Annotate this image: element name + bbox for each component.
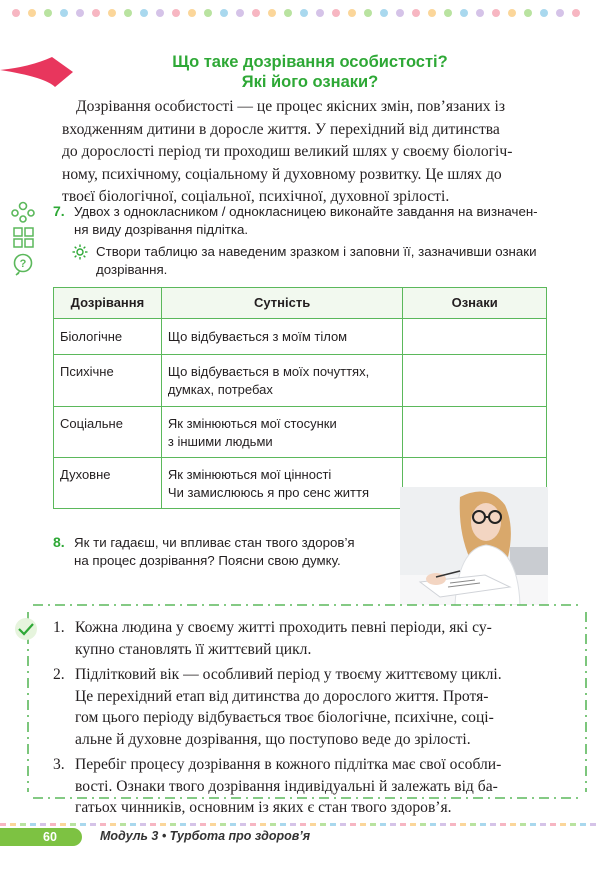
module-title: Модуль 3 • Турбота про здоров’я: [100, 829, 311, 843]
decorative-dash: [280, 823, 286, 826]
decorative-dash: [230, 823, 236, 826]
decorative-dash: [80, 823, 86, 826]
decorative-dash: [250, 823, 256, 826]
decorative-dash: [290, 823, 296, 826]
decorative-dash: [210, 823, 216, 826]
section-title-line1: Що таке дозрівання особистості?: [172, 53, 448, 71]
summary-line: вості. Ознаки твого дозрівання індивідуальні й залежать від ба-: [75, 777, 498, 795]
table-header-row: [54, 288, 547, 319]
table-cell-essence: [161, 355, 402, 407]
question-line: Удвох з однокласником / однокласницею виконайте завдання на визначен-: [74, 204, 538, 219]
decorative-dash: [320, 823, 326, 826]
decorative-dot: [76, 9, 84, 17]
summary-line: купно становлять її життєвий цикл.: [75, 640, 312, 658]
sun-bullet-icon: [72, 244, 88, 260]
summary-line: альне й духовне дозрівання, що поступово веде до зрілості.: [75, 730, 471, 748]
decorative-dash: [460, 823, 466, 826]
decorative-dot: [252, 9, 260, 17]
decorative-dash: [590, 823, 596, 826]
decorative-dash: [170, 823, 176, 826]
essence-line: Як змінюються мої стосунки: [167, 416, 337, 431]
question-line: Як ти гадаєш, чи впливає стан твого здоров’я: [74, 535, 355, 550]
question-line: на процес дозрівання? Поясни свою думку.: [74, 553, 341, 568]
decorative-dot: [220, 9, 228, 17]
decorative-dot: [572, 9, 580, 17]
decorative-dash: [90, 823, 96, 826]
summary-item: [55, 617, 545, 660]
decorative-dot: [28, 9, 36, 17]
summary-line: Кожна людина у своєму житті проходить певні періоди, які су-: [75, 619, 492, 636]
decorative-dash: [30, 823, 36, 826]
decorative-dot: [172, 9, 180, 17]
decorative-dot: [380, 9, 388, 17]
decorative-dash: [370, 823, 376, 826]
essence-line: Як змінюються мої цінності: [167, 467, 332, 482]
decorative-dash: [310, 823, 316, 826]
decorative-dash: [430, 823, 436, 826]
decorative-dash: [480, 823, 486, 826]
decorative-dash: [160, 823, 166, 826]
decorative-dot: [124, 9, 132, 17]
summary-line: Перебіг процесу дозрівання в кожного підлітка має свої особли-: [75, 756, 502, 773]
table-cell-essence: [161, 319, 402, 355]
decorative-dot: [12, 9, 20, 17]
summary-number: 1.: [53, 619, 65, 636]
svg-text:?: ?: [19, 258, 27, 270]
decorative-dot: [332, 9, 340, 17]
decorative-dash: [530, 823, 536, 826]
decorative-dot: [396, 9, 404, 17]
table-cell-signs: [403, 355, 547, 407]
summary-line: Це перехідний етап від дитинства до дорослого життя. Протя-: [75, 687, 489, 705]
decorative-dash: [60, 823, 66, 826]
girl-studying-photo: [400, 487, 548, 605]
decorative-dash: [420, 823, 426, 826]
decorative-dash: [10, 823, 16, 826]
decorative-dash: [360, 823, 366, 826]
task-instruction: [96, 243, 537, 279]
decorative-dash: [410, 823, 416, 826]
decorative-dash: [300, 823, 306, 826]
intro-line: ному, психічному, соціальному й духовному розвитку. Це шлях до: [62, 165, 502, 183]
question-number: 7.: [53, 203, 65, 219]
essence-line: Що відбувається в моїх почуттях,: [167, 364, 370, 379]
page-number: 60: [43, 830, 57, 844]
intro-line: твоєї біологічної, соціальної, психічної, духовної зрілості.: [62, 188, 450, 206]
decorative-dash: [150, 823, 156, 826]
decorative-dot: [300, 9, 308, 17]
table-cell-signs: [403, 319, 547, 355]
table-row: [54, 407, 547, 458]
decorative-dash: [540, 823, 546, 826]
question-line: ня виду дозрівання підлітка.: [74, 222, 249, 237]
question-number: 8.: [53, 534, 65, 550]
decorative-dash: [520, 823, 526, 826]
decorative-dash: [20, 823, 26, 826]
decorative-dot: [508, 9, 516, 17]
decorative-dot: [268, 9, 276, 17]
essence-line: Що відбувається з моїм тілом: [167, 328, 348, 344]
decorative-dash: [120, 823, 126, 826]
decorative-dot: [364, 9, 372, 17]
decorative-dash: [190, 823, 196, 826]
decorative-dot: [460, 9, 468, 17]
decorative-dash: [390, 823, 396, 826]
decorative-dash: [550, 823, 556, 826]
decorative-dot: [140, 9, 148, 17]
decorative-dots-footer: [0, 823, 600, 827]
instruction-line: дозрівання.: [96, 262, 168, 277]
summary-item: [55, 664, 545, 750]
decorative-dash: [500, 823, 506, 826]
decorative-dash: [340, 823, 346, 826]
table-cell-signs: [403, 407, 547, 458]
decorative-dash: [40, 823, 46, 826]
decorative-dash: [570, 823, 576, 826]
decorative-dash: [110, 823, 116, 826]
decorative-dash: [240, 823, 246, 826]
checkmark-icon: [12, 616, 40, 642]
teamwork-icon: [8, 200, 38, 224]
table-header: Дозрівання: [54, 288, 162, 319]
decorative-dash: [50, 823, 56, 826]
decorative-dash: [200, 823, 206, 826]
table-row: [54, 319, 547, 355]
table-header: Сутність: [161, 288, 402, 319]
decorative-dot: [236, 9, 244, 17]
decorative-dash: [470, 823, 476, 826]
decorative-dot: [204, 9, 212, 17]
instruction-line: Створи таблицю за наведеним зразком і заповни її, зазначивши ознаки: [96, 244, 537, 259]
table-row: [54, 355, 547, 407]
decorative-dash: [260, 823, 266, 826]
decorative-dot: [492, 9, 500, 17]
decorative-dot: [156, 9, 164, 17]
decorative-dot: [556, 9, 564, 17]
decorative-dash: [510, 823, 516, 826]
decorative-dash: [450, 823, 456, 826]
decorative-dot: [60, 9, 68, 17]
table-cell-type: Біологічне: [54, 319, 162, 355]
decorative-dot: [44, 9, 52, 17]
intro-line: до дорослості період ти проходиш великий шлях у своєму біологіч-: [62, 143, 513, 161]
decorative-dash: [350, 823, 356, 826]
section-title-line2: Які його ознаки?: [241, 73, 379, 91]
decorative-dash: [0, 823, 6, 826]
decorative-dash: [220, 823, 226, 826]
decorative-dash: [380, 823, 386, 826]
table-cell-type: Психічне: [54, 355, 162, 407]
decorative-dash: [440, 823, 446, 826]
question-icon: [8, 252, 38, 276]
question-7-text: [74, 203, 538, 239]
summary-line: гатьох чинників, основним із яких є стан твого здоров’я.: [75, 799, 452, 816]
summary-line: Підлітковий вік — особливий період у твоєму життєвому циклі.: [75, 666, 502, 683]
intro-paragraph: [62, 96, 552, 209]
essence-line: думках, потребах: [167, 382, 273, 397]
decorative-dash: [330, 823, 336, 826]
arrow-pointer-icon: [0, 55, 75, 89]
decorative-dash: [580, 823, 586, 826]
decorative-dash: [270, 823, 276, 826]
decorative-dash: [140, 823, 146, 826]
decorative-dot: [348, 9, 356, 17]
decorative-dash: [180, 823, 186, 826]
essence-line: з іншими людьми: [167, 434, 273, 449]
table-icon: [8, 226, 38, 250]
maturation-table: [53, 287, 547, 509]
decorative-dot: [316, 9, 324, 17]
intro-line: входженням дитини в доросле життя. У перехідний від дитинства: [62, 120, 500, 138]
summary-number: 2.: [53, 666, 65, 683]
decorative-dot: [188, 9, 196, 17]
decorative-dot: [92, 9, 100, 17]
decorative-dot: [540, 9, 548, 17]
summary-item: [55, 754, 545, 819]
decorative-dot: [284, 9, 292, 17]
decorative-dash: [490, 823, 496, 826]
decorative-dot: [444, 9, 452, 17]
summary-line: гом цього періоду відбувається твоє біологічне, психічне, соці-: [75, 709, 494, 726]
page-number-badge: [0, 828, 82, 846]
table-cell-essence: [161, 458, 402, 509]
table-header: Ознаки: [403, 288, 547, 319]
decorative-dash: [400, 823, 406, 826]
table-cell-type: Соціальне: [54, 407, 162, 458]
question-8-text: [74, 534, 355, 570]
table-cell-type: Духовне: [54, 458, 162, 509]
decorative-dash: [100, 823, 106, 826]
intro-line: Дозрівання особистості — це процес якісних змін, пов’язаних із: [76, 98, 505, 115]
summary-number: 3.: [53, 756, 65, 773]
decorative-dash: [560, 823, 566, 826]
decorative-dot: [412, 9, 420, 17]
decorative-dash: [130, 823, 136, 826]
decorative-dots-top: [12, 9, 592, 19]
decorative-dot: [108, 9, 116, 17]
decorative-dot: [524, 9, 532, 17]
decorative-dot: [476, 9, 484, 17]
table-cell-essence: [161, 407, 402, 458]
decorative-dash: [70, 823, 76, 826]
essence-line: Чи замислююсь я про сенс життя: [167, 485, 369, 500]
decorative-dot: [428, 9, 436, 17]
summary-list: [55, 617, 545, 823]
